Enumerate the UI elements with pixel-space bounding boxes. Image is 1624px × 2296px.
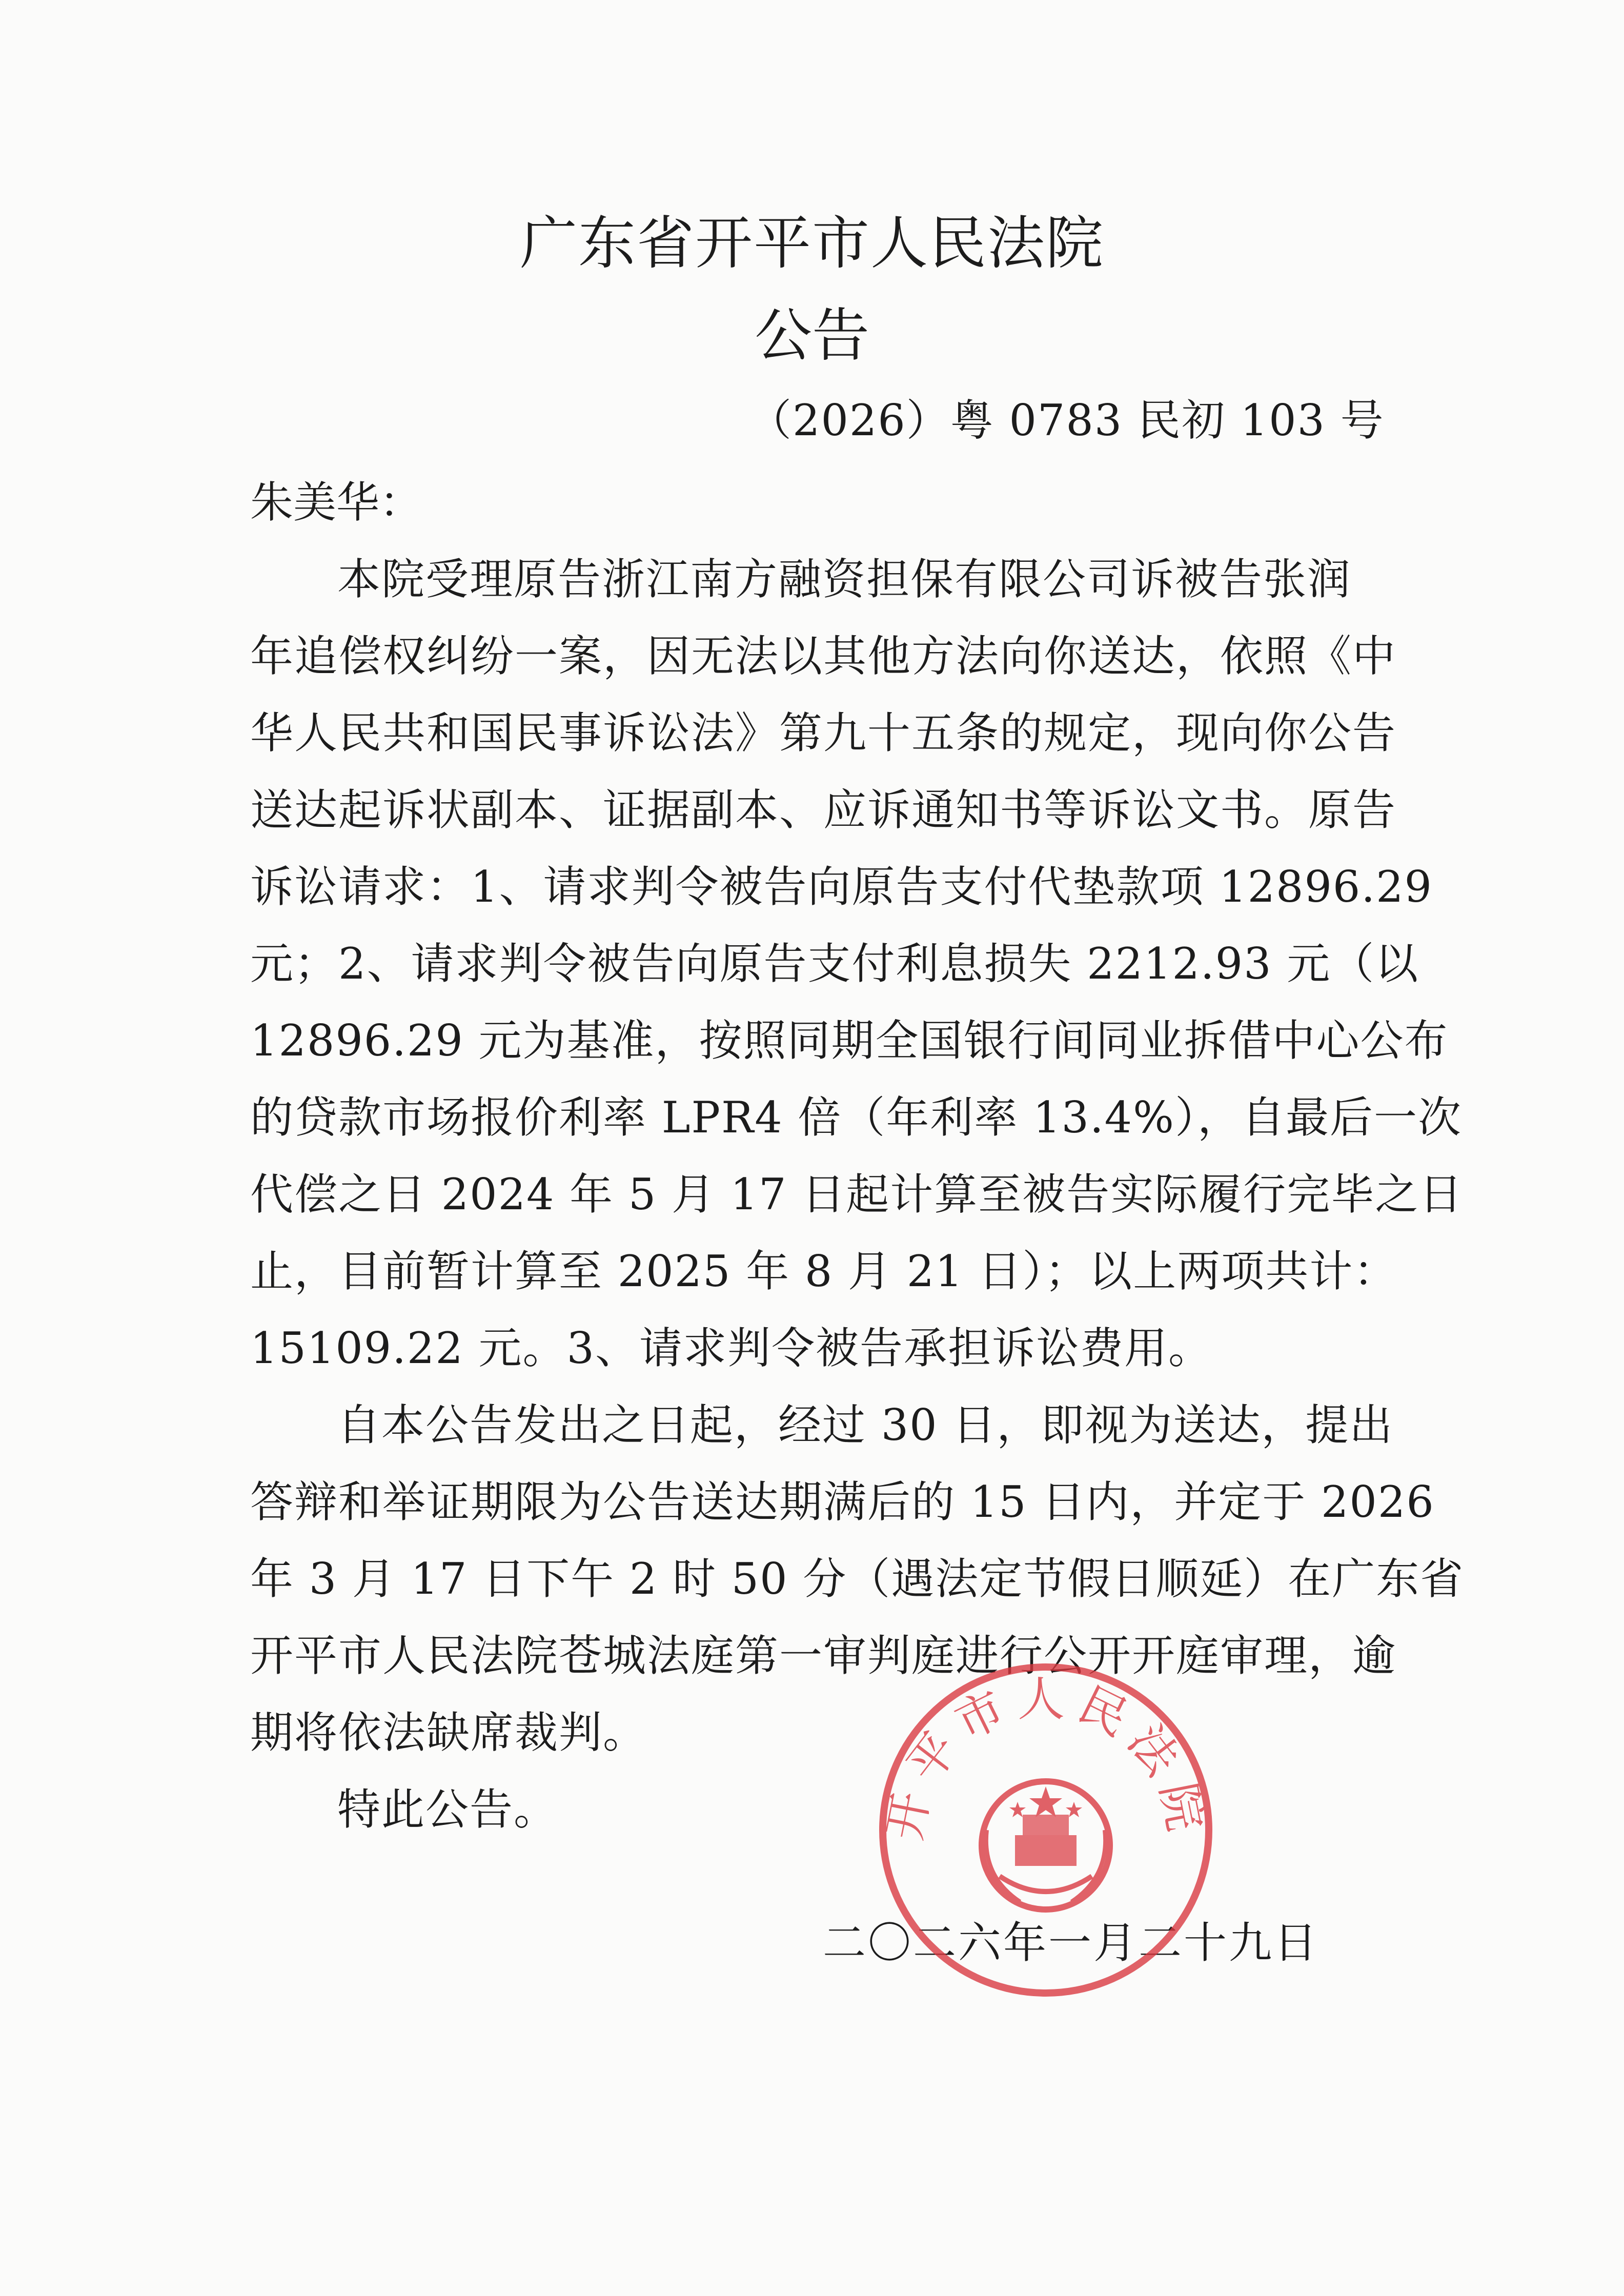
issue-date: 二〇二六年一月二十九日 (823, 1918, 1320, 1968)
body-line: 年追偿权纠纷一案，因无法以其他方法向你送达，依照《中 (250, 631, 1397, 681)
body-line: 华人民共和国民事诉讼法》第九十五条的规定，现向你公告 (250, 708, 1397, 758)
body-line: 答辩和举证期限为公告送达期满后的 15 日内，并定于 2026 (250, 1477, 1435, 1527)
body-line: 送达起诉状副本、证据副本、应诉通知书等诉讼文书。原告 (250, 785, 1397, 835)
body-line: 年 3 月 17 日下午 2 时 50 分（遇法定节假日顺延）在广东省 (250, 1554, 1465, 1604)
body-line: 开平市人民法院苍城法庭第一审判庭进行公开开庭审理，逾 (250, 1631, 1397, 1681)
addressee: 朱美华： (250, 477, 423, 527)
court-seal-stamp (877, 1661, 1215, 1999)
closing-line: 特此公告。 (337, 1784, 558, 1835)
national-emblem-icon (982, 1781, 1110, 1909)
body-line: 止，目前暂计算至 2025 年 8 月 21 日）；以上两项共计： (250, 1246, 1398, 1296)
body-line: 15109.22 元。3、请求判令被告承担诉讼费用。 (250, 1323, 1212, 1373)
body-line: 本院受理原告浙江南方融资担保有限公司诉被告张润 (337, 554, 1352, 604)
body-line: 代偿之日 2024 年 5 月 17 日起计算至被告实际履行完毕之日 (250, 1169, 1464, 1220)
body-line: 的贷款市场报价利率 LPR4 倍（年利率 13.4%），自最后一次 (250, 1092, 1462, 1143)
body-line: 自本公告发出之日起，经过 30 日，即视为送达，提出 (337, 1400, 1394, 1450)
body-line: 12896.29 元为基准，按照同期全国银行间同业拆借中心公布 (250, 1015, 1449, 1066)
case-number: （2026）粤 0783 民初 103 号 (748, 395, 1385, 445)
body-line: 期将依法缺席裁判。 (250, 1708, 647, 1758)
document-title: 公告 (755, 302, 869, 369)
body-line: 诉讼请求：1、请求判令被告向原告支付代垫款项 12896.29 (250, 862, 1433, 912)
body-line: 元；2、请求判令被告向原告支付利息损失 2212.93 元（以 (250, 939, 1419, 989)
court-name-heading: 广东省开平市人民法院 (520, 210, 1104, 277)
seal-text: 开平市人民法院 (877, 1672, 1215, 1845)
